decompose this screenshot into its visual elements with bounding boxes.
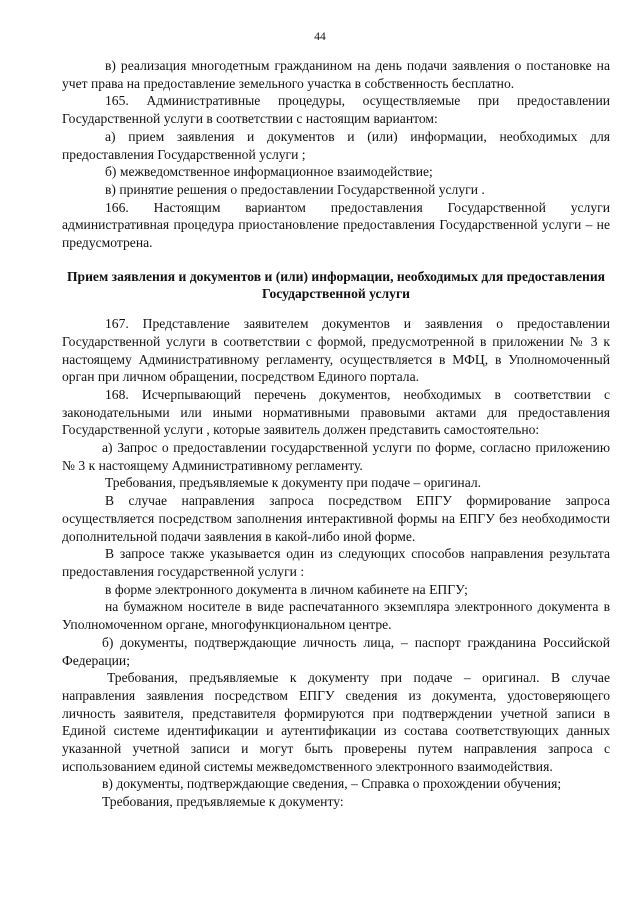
paragraph-168: 168. Исчерпывающий перечень документов, необходимых в соответствии с законодательными или иными нормативными правовыми актами для предоставления Государственной услуги , которые заявитель должен представить самостоятельно: [62,386,610,438]
paragraph-result-methods: В запросе также указывается один из следующих способов направления результата предоставления государственной услуги : [62,546,610,579]
paragraph-item-v: в) реализация многодетным гражданином на день подачи заявления о постановке на учет права на предоставление земельного участка в собственность бесплатно. [62,58,610,91]
paragraph-requirements: Требования, предъявляемые к документу: [102,794,344,810]
paragraph-epgu-request: В случае направления запроса посредством ЕПГУ формирование запроса осуществляется посредством заполнения интерактивной формы на ЕПГУ без необходимости дополнительной подачи заявления в какой-либо иной форме. [62,493,610,544]
paragraph-165: 165. Административные процедуры, осуществляемые при предоставлении Государственной услуги в соответствии с настоящим вариантом: [62,93,610,127]
document-body [62,57,610,811]
paragraph-168-v: в) документы, подтверждающие сведения, – Справка о прохождении обучения; [102,776,562,792]
paragraph-identity-requirements: Требования, предъявляемые к документу при подаче – оригинал. В случае направления заявления посредством ЕПГУ сведения из документа, удостоверяющего личность заявителя, представителя формируются при подтверждении учетной записи в Единой системе идентификации и аутентификации из состава соответствующих данных указанной учетной записи и могут быть проверены путем направления запроса с использованием единой системы межведомственного электронного взаимодействия. [62,670,610,774]
paragraph-method-paper: на бумажном носителе в виде распечатанного экземпляра электронного документа в Уполномоченном органе, многофункциональном центре. [62,599,610,633]
paragraph-167: 167. Представление заявителем документов и заявления о предоставлении Государственной услуги в соответствии с формой, предусмотренной в приложении № 3 к настоящему Административному регламенту, осуществляется в МФЦ, в Уполномоченный орган при личном обращении, посредством Единого портала. [62,316,610,385]
paragraph-166: 166. Настоящим вариантом предоставления Государственной услуги административная процедура приостановление предоставления Государственной услуги – не предусмотрена. [62,199,610,251]
paragraph-requirements-original: Требования, предъявляемые к документу при подаче – оригинал. [105,475,482,491]
section-heading: Прием заявления и документов и (или) информации, необходимых для предоставления Государственной услуги [66,268,606,302]
page-number: 44 [314,31,326,43]
paragraph-item-b: б) межведомственное информационное взаимодействие; [105,164,433,180]
paragraph-item-a: а) прием заявления и документов и (или) информации, необходимых для предоставления Государственной услуги ; [62,128,610,162]
paragraph-168-b: б) документы, подтверждающие личность лица, – паспорт гражданина Российской Федерации; [62,634,610,668]
paragraph-method-electronic: в форме электронного документа в личном кабинете на ЕПГУ; [105,581,468,597]
paragraph-168-a: а) Запрос о предоставлении государственной услуги по форме, согласно приложению № 3 к настоящему Административному регламенту. [62,440,610,473]
paragraph-item-v2: в) принятие решения о предоставлении Государственной услуги . [105,181,485,197]
